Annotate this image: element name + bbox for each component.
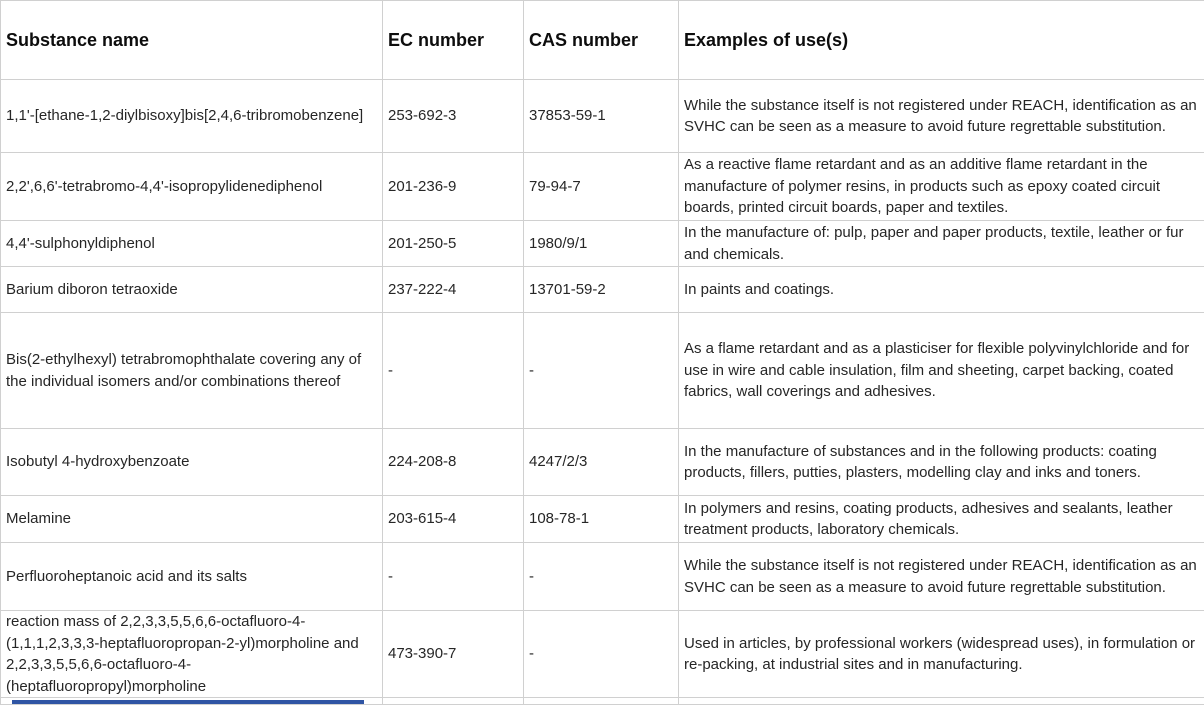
cell-substance-name[interactable] — [1, 698, 383, 705]
table-row — [1, 80, 1204, 153]
cell-cas-number[interactable]: 13701-59-2 — [524, 267, 679, 313]
table-row — [1, 543, 1204, 611]
cell-cas-number[interactable]: 79-94-7 — [524, 153, 679, 221]
column-header-substance-name[interactable]: Substance name — [1, 1, 383, 80]
cell-examples[interactable]: While the substance itself is not registered under REACH, identification as an SVHC can be seen as a measure to avoid future regrettable substitution. — [679, 543, 1204, 611]
cell-cas-number[interactable]: 1980/9/1 — [524, 221, 679, 267]
cell-ec-number[interactable]: 224-208-8 — [383, 429, 524, 496]
cell-cas-number[interactable]: - — [524, 313, 679, 429]
column-header-cas-number[interactable]: CAS number — [524, 1, 679, 80]
cell-cas-number[interactable]: 108-78-1 — [524, 496, 679, 543]
cell-substance-name[interactable]: 4,4'-sulphonyldiphenol — [1, 221, 383, 267]
cell-ec-number[interactable]: 201-236-9 — [383, 153, 524, 221]
cell-examples[interactable]: While the substance itself is not registered under REACH, identification as an SVHC can be seen as a measure to avoid future regrettable substitution. — [679, 80, 1204, 153]
table-row — [1, 611, 1204, 698]
cell-examples[interactable] — [679, 698, 1204, 705]
cell-ec-number[interactable]: 253-692-3 — [383, 80, 524, 153]
cell-examples[interactable]: As a flame retardant and as a plasticiser for flexible polyvinylchloride and for use in wire and cable insulation, film and sheeting, carpet backing, coated fabrics, wall coverings and adhesives. — [679, 313, 1204, 429]
cell-ec-number[interactable]: - — [383, 313, 524, 429]
cell-cas-number[interactable] — [524, 698, 679, 705]
table-row — [1, 221, 1204, 267]
cell-examples[interactable]: In polymers and resins, coating products, adhesives and sealants, leather treatment products, laboratory chemicals. — [679, 496, 1204, 543]
cell-examples[interactable]: In paints and coatings. — [679, 267, 1204, 313]
cell-ec-number[interactable]: 201-250-5 — [383, 221, 524, 267]
table-row — [1, 429, 1204, 496]
cell-ec-number[interactable]: 203-615-4 — [383, 496, 524, 543]
column-header-examples-of-uses[interactable]: Examples of use(s) — [679, 1, 1204, 80]
cell-cas-number[interactable]: 4247/2/3 — [524, 429, 679, 496]
cell-cas-number[interactable]: - — [524, 543, 679, 611]
table-row — [1, 496, 1204, 543]
cell-examples[interactable]: In the manufacture of substances and in the following products: coating products, fillers, putties, plasters, modelling clay and inks and toners. — [679, 429, 1204, 496]
table-row — [1, 267, 1204, 313]
truncated-next-row-text — [12, 700, 364, 704]
cell-substance-name[interactable]: Barium diboron tetraoxide — [1, 267, 383, 313]
cell-substance-name[interactable]: reaction mass of 2,2,3,3,5,5,6,6-octafluoro-4-(1,1,1,2,3,3,3-heptafluoropropan-2-yl)morpholine and 2,2,3,3,5,5,6,6-octafluoro-4-(heptafluoropropyl)morpholine — [1, 611, 383, 698]
cell-cas-number[interactable]: 37853-59-1 — [524, 80, 679, 153]
table-row — [1, 153, 1204, 221]
table-row — [1, 313, 1204, 429]
cell-examples[interactable]: Used in articles, by professional workers (widespread uses), in formulation or re-packing, at industrial sites and in manufacturing. — [679, 611, 1204, 698]
cell-substance-name[interactable]: 1,1'-[ethane-1,2-diylbisoxy]bis[2,4,6-tribromobenzene] — [1, 80, 383, 153]
cell-examples[interactable]: As a reactive flame retardant and as an additive flame retardant in the manufacture of polymer resins, in products such as epoxy coated circuit boards, printed circuit boards, paper and textiles. — [679, 153, 1204, 221]
header-row — [1, 1, 1204, 80]
cell-ec-number[interactable]: - — [383, 543, 524, 611]
truncated-next-row — [1, 698, 1204, 705]
cell-cas-number[interactable]: - — [524, 611, 679, 698]
cell-substance-name[interactable]: Melamine — [1, 496, 383, 543]
column-header-ec-number[interactable]: EC number — [383, 1, 524, 80]
cell-substance-name[interactable]: Isobutyl 4-hydroxybenzoate — [1, 429, 383, 496]
cell-substance-name[interactable]: Perfluoroheptanoic acid and its salts — [1, 543, 383, 611]
cell-ec-number[interactable]: 473-390-7 — [383, 611, 524, 698]
cell-examples[interactable]: In the manufacture of: pulp, paper and paper products, textile, leather or fur and chemicals. — [679, 221, 1204, 267]
cell-ec-number[interactable]: 237-222-4 — [383, 267, 524, 313]
cell-substance-name[interactable]: 2,2',6,6'-tetrabromo-4,4'-isopropylidenediphenol — [1, 153, 383, 221]
cell-ec-number[interactable] — [383, 698, 524, 705]
cell-substance-name[interactable]: Bis(2-ethylhexyl) tetrabromophthalate covering any of the individual isomers and/or combinations thereof — [1, 313, 383, 429]
